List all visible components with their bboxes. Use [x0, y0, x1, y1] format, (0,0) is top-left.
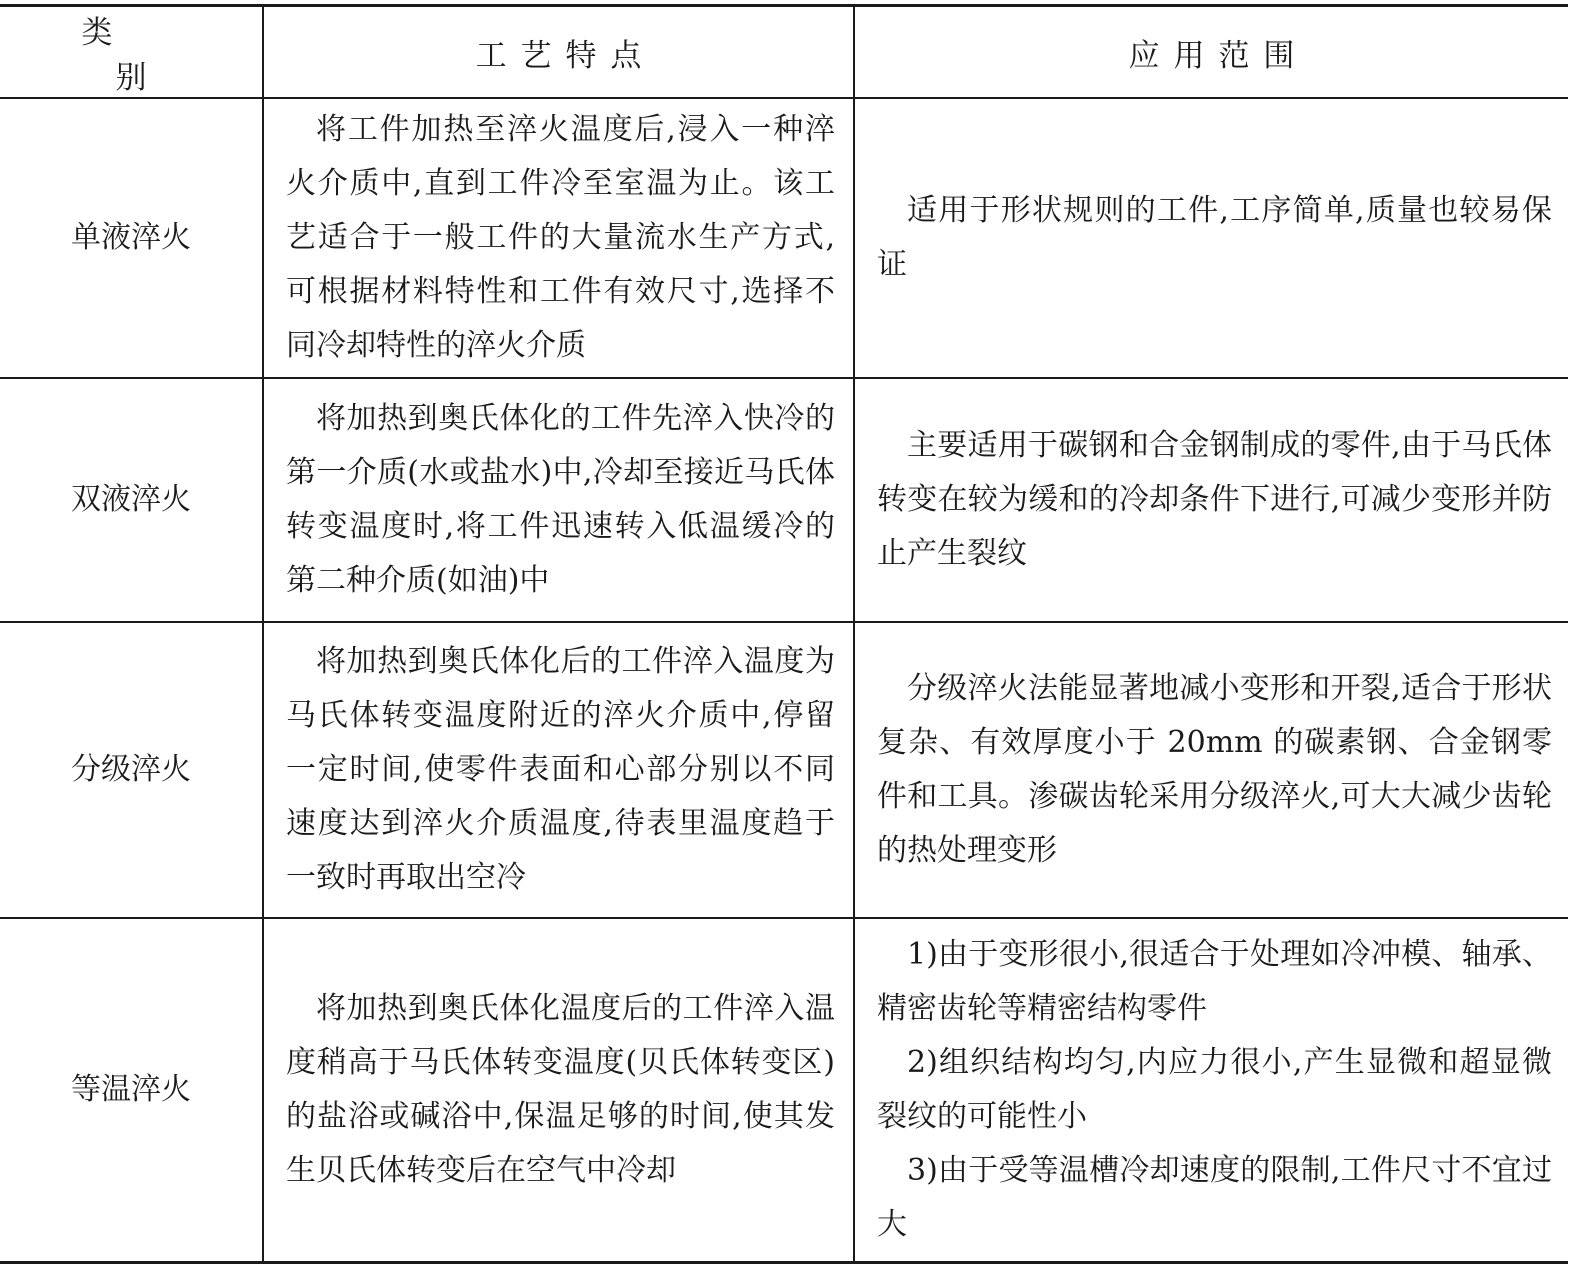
process-cell: [263, 918, 854, 1262]
application-text: 分级淬火法能显著地减小变形和开裂,适合于形状复杂、有效厚度小于 20mm 的碳素钢、合金钢零件和工具。渗碳齿轮采用分级淬火,可大大减少齿轮的热处理变形: [877, 671, 1552, 868]
application-text: 适用于形状规则的工件,工序简单,质量也较易保证: [877, 193, 1552, 282]
application-item-1: 1)由于变形很小,很适合于处理如冷冲模、轴承、精密齿轮等精密结构零件: [877, 936, 1552, 1026]
header-application: 应用范围: [854, 6, 1568, 99]
quenching-methods-table: [0, 4, 1568, 1264]
application-cell: [854, 378, 1568, 622]
application-item-3: 3)由于受等温槽冷却速度的限制,工件尺寸不宜过大: [877, 1152, 1552, 1242]
application-cell: [854, 918, 1568, 1262]
table-row: [0, 378, 1568, 622]
category-cell: 分级淬火: [0, 622, 263, 918]
table-header-row: [0, 6, 1568, 99]
process-text: 将加热到奥氏体化温度后的工件淬入温度稍高于马氏体转变温度(贝氏体转变区)的盐浴或碱浴中,保温足够的时间,使其发生贝氏体转变后在空气中冷却: [286, 990, 835, 1188]
process-text: 将加热到奥氏体化后的工件淬入温度为马氏体转变温度附近的淬火介质中,停留一定时间,使零件表面和心部分别以不同速度达到淬火介质温度,待表里温度趋于一致时再取出空冷: [286, 644, 835, 895]
process-cell: [263, 378, 854, 622]
process-cell: [263, 622, 854, 918]
application-cell: [854, 622, 1568, 918]
table-row: [0, 98, 1568, 378]
category-cell: 单液淬火: [0, 98, 263, 378]
category-cell: 等温淬火: [0, 918, 263, 1262]
application-text: 主要适用于碳钢和合金钢制成的零件,由于马氏体转变在较为缓和的冷却条件下进行,可减少变形并防止产生裂纹: [877, 428, 1552, 571]
header-category: 类 别: [0, 6, 263, 99]
process-text: 将加热到奥氏体化的工件先淬入快冷的第一介质(水或盐水)中,冷却至接近马氏体转变温度时,将工件迅速转入低温缓冷的第二种介质(如油)中: [286, 401, 835, 598]
category-cell: 双液淬火: [0, 378, 263, 622]
process-cell: [263, 98, 854, 378]
table-row: [0, 918, 1568, 1262]
application-cell: [854, 98, 1568, 378]
header-process: 工艺特点: [263, 6, 854, 99]
application-item-2: 2)组织结构均匀,内应力很小,产生显微和超显微裂纹的可能性小: [877, 1044, 1552, 1134]
table-row: [0, 622, 1568, 918]
process-text: 将工件加热至淬火温度后,浸入一种淬火介质中,直到工件冷至室温为止。该工艺适合于一般工件的大量流水生产方式,可根据材料特性和工件有效尺寸,选择不同冷却特性的淬火介质: [286, 112, 835, 363]
